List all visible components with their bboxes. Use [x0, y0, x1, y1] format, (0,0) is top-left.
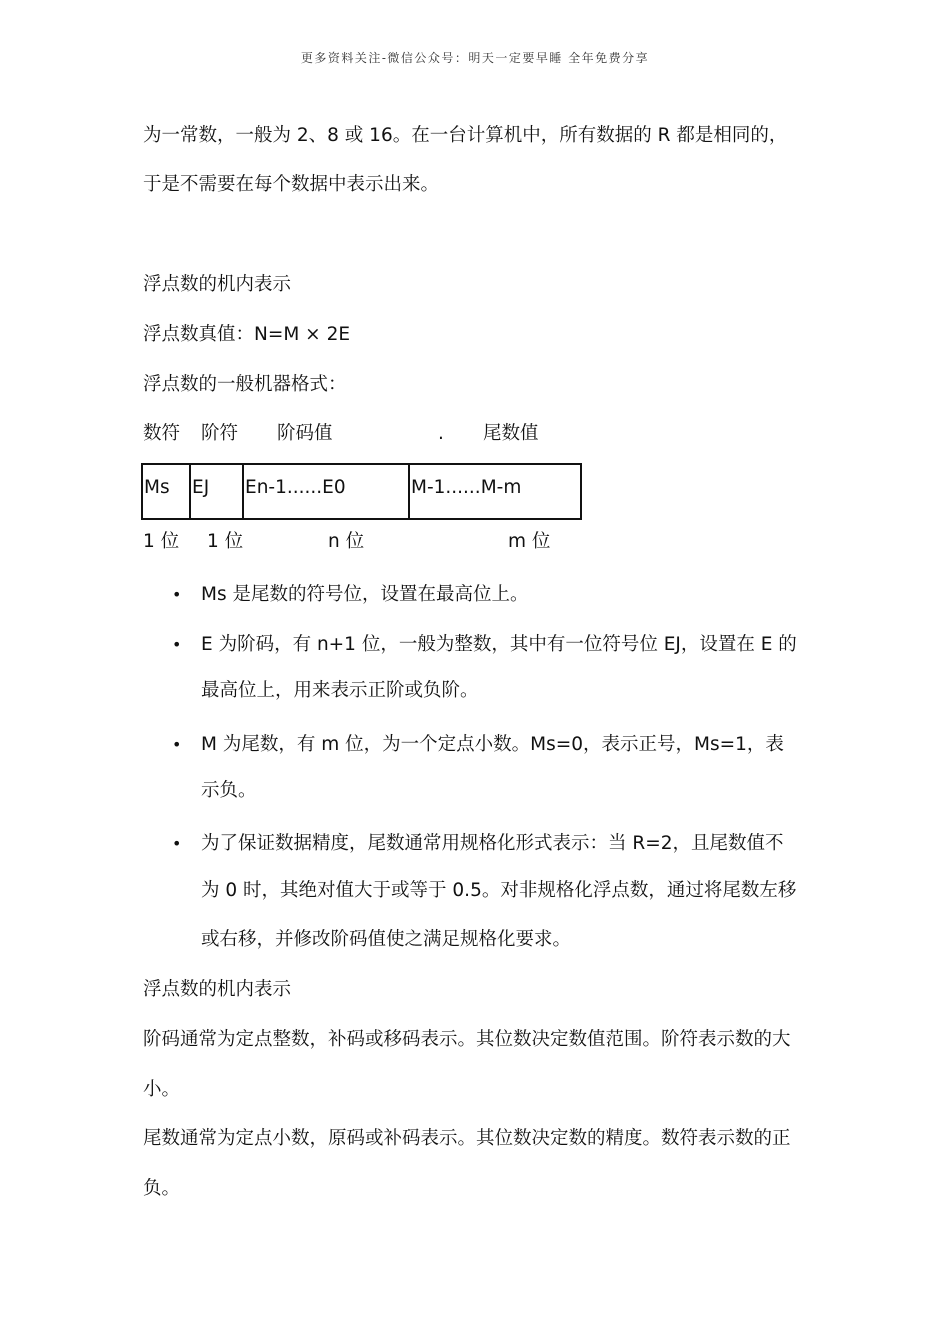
- bits-exponent: n 位: [328, 531, 365, 552]
- label-sign: 数符: [143, 423, 181, 444]
- intro-line-1: 为一常数，一般为 2、8 或 16。在一台计算机中，所有数据的 R 都是相同的，: [143, 125, 788, 146]
- page-header-banner: 更多资料关注-微信公众号：明天一定要早睡 全年免费分享: [300, 51, 650, 65]
- bits-mantissa: m 位: [508, 531, 551, 552]
- bullet-1-line-1: Ms 是尾数的符号位，设置在最高位上。: [201, 584, 529, 605]
- label-dot: .: [438, 423, 444, 444]
- bullet-3-line-2: 示负。: [201, 780, 257, 801]
- paragraph-exponent-line-2: 小。: [143, 1079, 181, 1100]
- float-format-table: [141, 463, 582, 520]
- bullet-marker-1: •: [172, 585, 182, 604]
- bits-ms: 1 位: [143, 531, 180, 552]
- bullet-marker-2: •: [172, 635, 182, 654]
- section-title-floating-point: 浮点数的机内表示: [143, 274, 292, 295]
- intro-line-2: 于是不需要在每个数据中表示出来。: [143, 174, 440, 195]
- bullet-4-line-3: 或右移，并修改阶码值使之满足规格化要求。: [201, 929, 572, 950]
- paragraph-mantissa-line-2: 负。: [143, 1178, 181, 1199]
- cell-exponent: En-1......E0: [244, 465, 410, 518]
- label-mantissa-value: 尾数值: [483, 423, 539, 444]
- cell-mantissa: M-1......M-m: [411, 477, 522, 498]
- label-exp-value: 阶码值: [277, 423, 333, 444]
- bullet-4-line-2: 为 0 时，其绝对值大于或等于 0.5。对非规格化浮点数，通过将尾数左移: [201, 880, 797, 901]
- format-title: 浮点数的一般机器格式：: [143, 374, 347, 395]
- paragraph-exponent-line-1: 阶码通常为定点整数，补码或移码表示。其位数决定数值范围。阶符表示数的大: [143, 1029, 791, 1050]
- paragraph-mantissa-line-1: 尾数通常为定点小数，原码或补码表示。其位数决定数的精度。数符表示数的正: [143, 1128, 791, 1149]
- bullet-marker-3: •: [172, 735, 182, 754]
- label-exp-sign: 阶符: [201, 423, 239, 444]
- bullet-4-line-1: 为了保证数据精度，尾数通常用规格化形式表示：当 R=2，且尾数值不: [201, 833, 784, 854]
- bullet-2-line-2: 最高位上，用来表示正阶或负阶。: [201, 680, 479, 701]
- bullet-2-line-1: E 为阶码，有 n+1 位，一般为整数，其中有一位符号位 EJ，设置在 E 的: [201, 634, 797, 655]
- bullet-marker-4: •: [172, 834, 182, 853]
- cell-ms: Ms: [143, 465, 191, 518]
- bullet-3-line-1: M 为尾数，有 m 位，为一个定点小数。Ms=0，表示正号，Ms=1，表: [201, 734, 784, 755]
- cell-ej: EJ: [191, 465, 244, 518]
- true-value-formula: 浮点数真值：N=M × 2E: [143, 324, 351, 345]
- section-title-floating-point-2: 浮点数的机内表示: [143, 979, 292, 1000]
- bits-ej: 1 位: [207, 531, 244, 552]
